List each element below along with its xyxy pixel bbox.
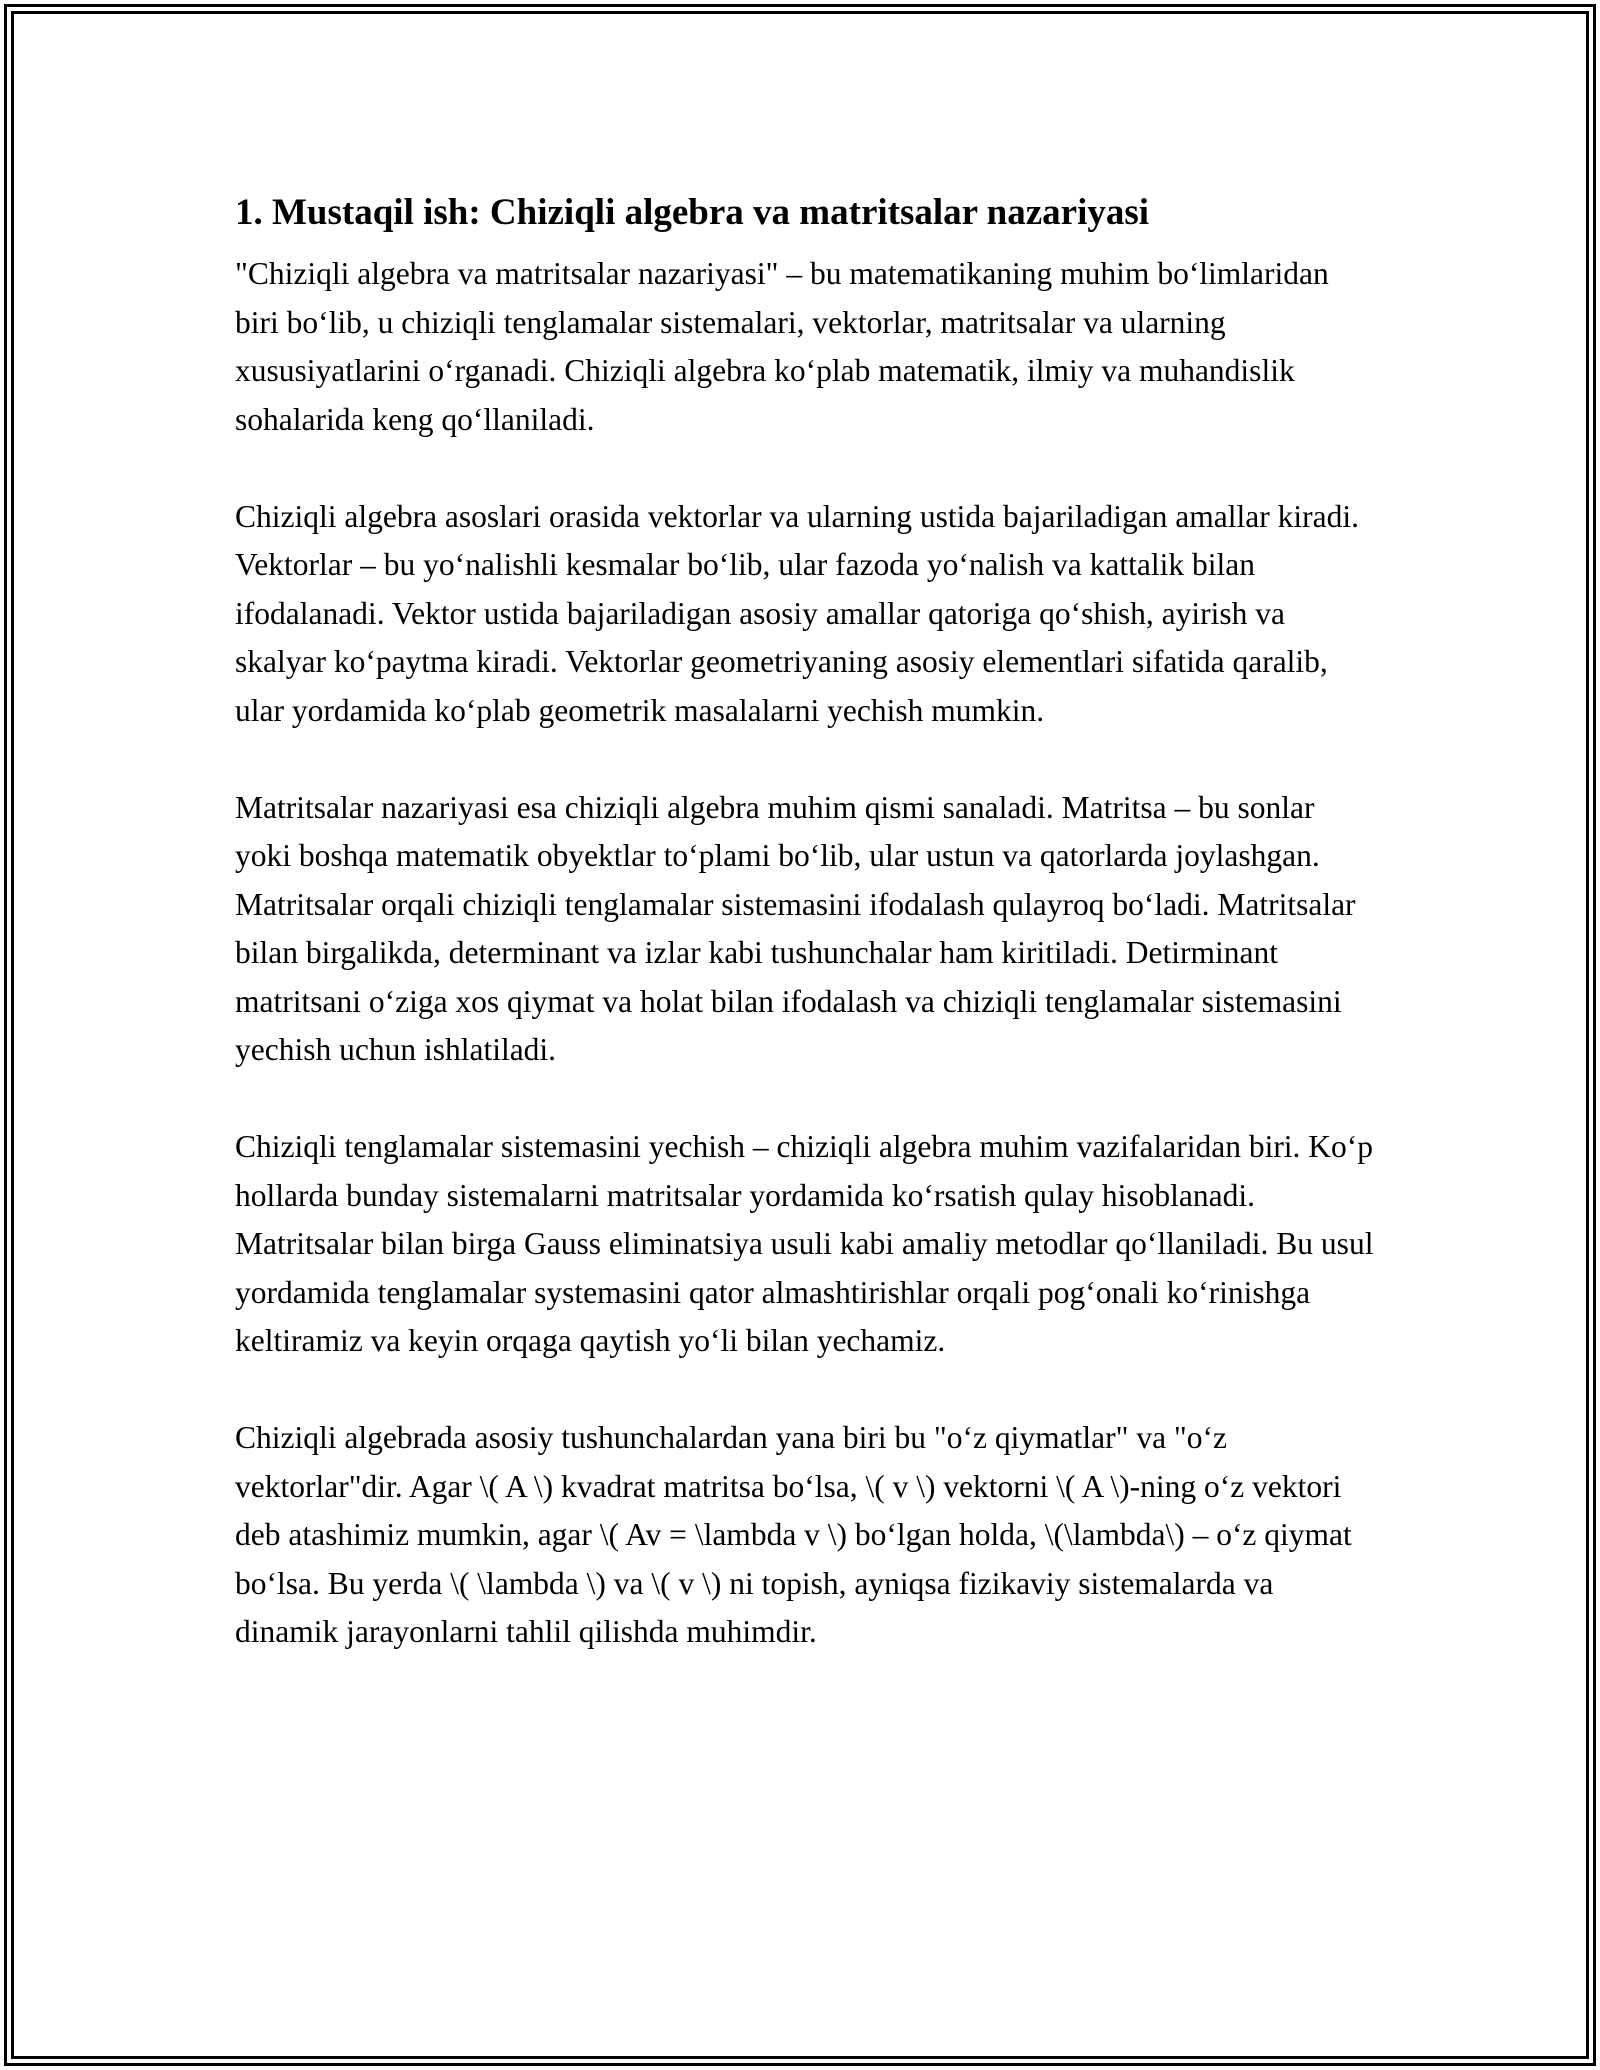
document-body [235,190,1375,1657]
paragraph-vectors: Chiziqli algebra asoslari orasida vektorlar va ularning ustida bajariladigan amallar kiradi. Vektorlar – bu yo‘nalishli kesmalar bo‘lib, ular fazoda yo‘nalish va kattalik bilan ifodalanadi. Vektor ustida bajariladigan asosiy amallar qatoriga qo‘shish, ayirish va skalyar ko‘paytma kiradi. Vektorlar geometriyaning asosiy elementlari sifatida qaralib, ular yordamida ko‘plab geometrik masalalarni yechish mumkin. [235,498,1359,728]
paragraph-matrices: Matritsalar nazariyasi esa chiziqli algebra muhim qismi sanaladi. Matritsa – bu sonlar yoki boshqa matematik obyektlar to‘plami bo‘lib, ular ustun va qatorlarda joylashgan. Matritsalar orqali chiziqli tenglamalar sistemasini ifodalash qulayroq bo‘ladi. Matritsalar bilan birgalikda, determinant va izlar kabi tushunchalar ham kiritiladi. Detirminant matritsani o‘ziga xos qiymat va holat bilan ifodalash va chiziqli tenglamalar sistemasini yechish uchun ishlatiladi. [235,789,1356,1067]
paragraph-eigenvalues: Chiziqli algebrada asosiy tushunchalardan yana biri bu "o‘z qiymatlar" va "o‘z vektorlar"dir. Agar \( A \) kvadrat matritsa bo‘lsa, \( v \) vektorni \( A \)-ning o‘z vektori deb atashimiz mumkin, agar \( Av = \lambda v \) bo‘lgan holda, \(\lambda\) – o‘z qiymat bo‘lsa. Bu yerda \( \lambda \) va \( v \) ni topish, ayniqsa fizikaviy sistemalarda va dinamik jarayonlarni tahlil qilishda muhimdir. [235,1420,1352,1649]
document-title: 1. Mustaqil ish: Chiziqli algebra va matritsalar nazariyasi [235,192,1150,233]
paragraph-intro: "Chiziqli algebra va matritsalar nazariyasi" – bu matematikaning muhim bo‘limlaridan biri bo‘lib, u chiziqli tenglamalar sistemalari, vektorlar, matritsalar va ularning xususiyatlarini o‘rganadi. Chiziqli algebra ko‘plab matematik, ilmiy va muhandislik sohalarida keng qo‘llaniladi. [235,256,1329,437]
paragraph-linear-systems: Chiziqli tenglamalar sistemasini yechish – chiziqli algebra muhim vazifalaridan biri. Ko‘p hollarda bunday sistemalarni matritsalar yordamida ko‘rsatish qulay hisoblanadi. Matritsalar bilan birga Gauss eliminatsiya usuli kabi amaliy metodlar qo‘llaniladi. Bu usul yordamida tenglamalar systemasini qator almashtirishlar orqali pog‘onali ko‘rinishga keltiramiz va keyin orqaga qaytish yo‘li bilan yechamiz. [235,1129,1374,1358]
